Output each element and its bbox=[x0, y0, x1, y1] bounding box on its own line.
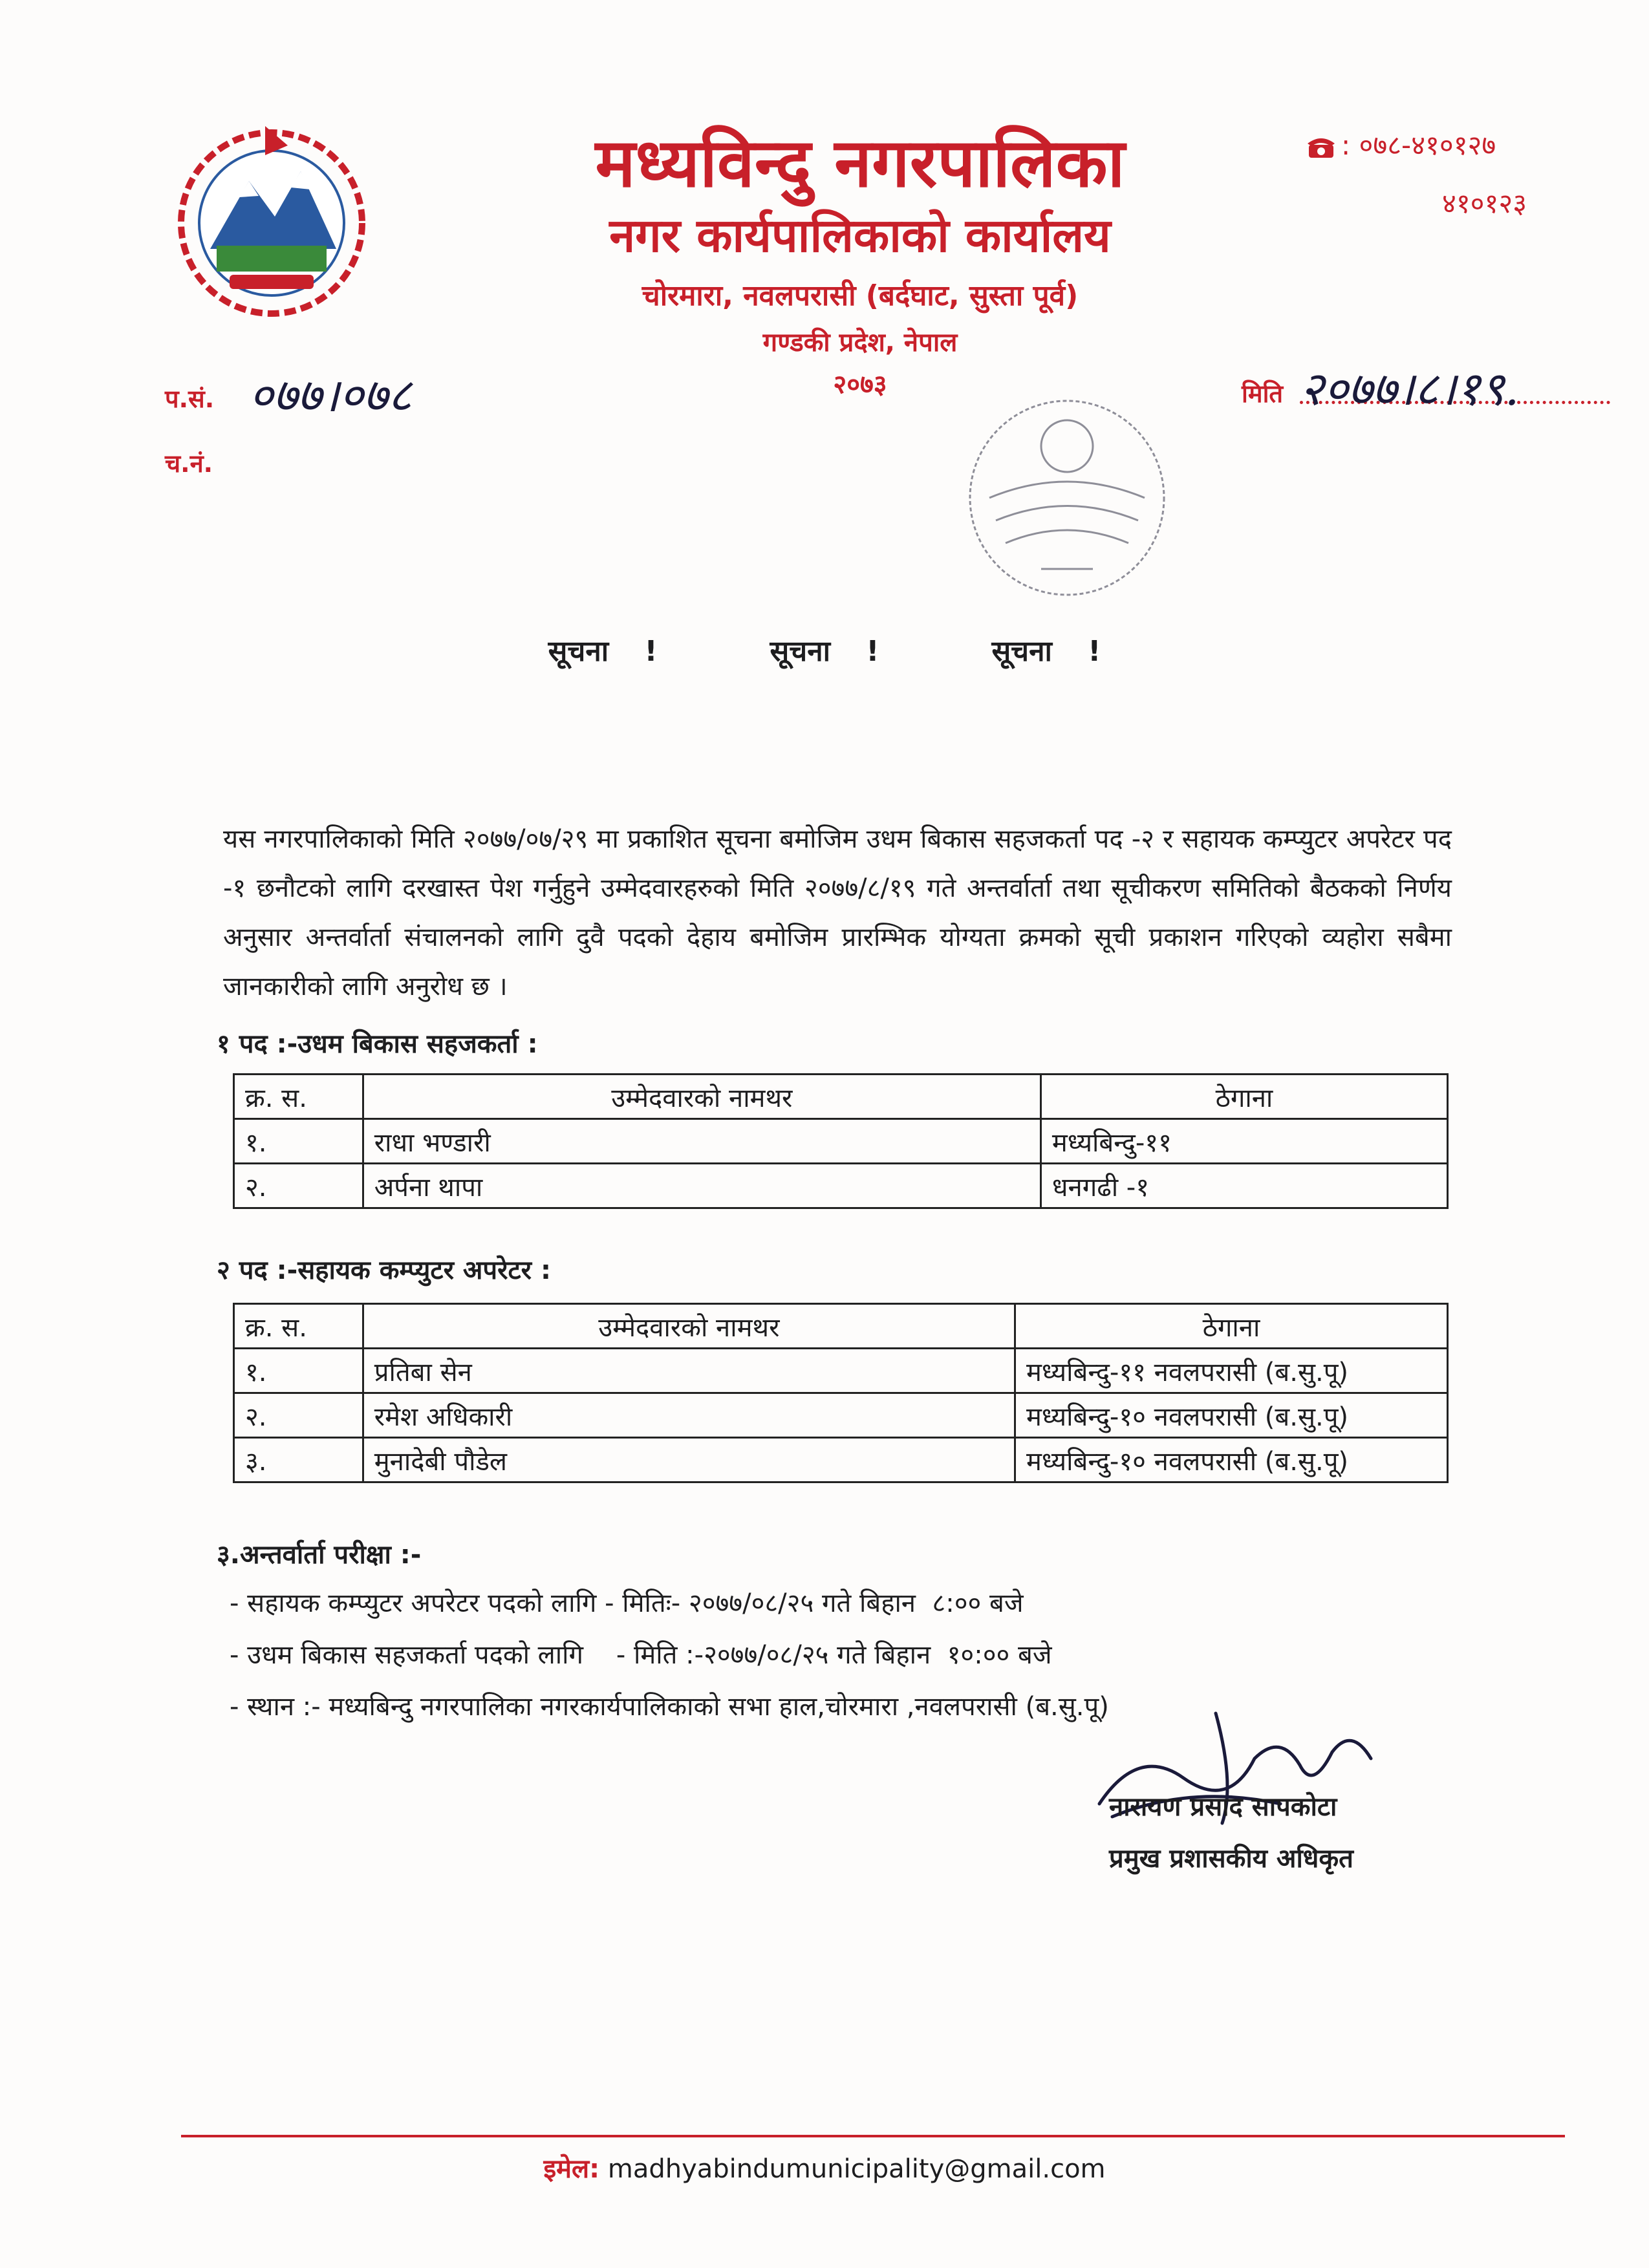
table-row bbox=[234, 1349, 1448, 1393]
table-row bbox=[234, 1393, 1448, 1438]
cell-name: प्रतिबा सेन bbox=[363, 1349, 1015, 1393]
ref-number-label: प.सं. bbox=[165, 385, 215, 413]
section-2-table bbox=[233, 1303, 1449, 1483]
date-label: मिति bbox=[1242, 380, 1284, 408]
ref-number-value: ०७७।०७८ bbox=[249, 368, 412, 422]
notice-word-2: सूचना ! bbox=[770, 635, 879, 668]
table-row bbox=[234, 1164, 1448, 1208]
org-subtitle: नगर कार्यपालिकाको कार्यालय bbox=[609, 208, 1111, 262]
section-1-table bbox=[233, 1073, 1449, 1209]
section-3-title: ३.अन्तर्वार्ता परीक्षा :- bbox=[217, 1540, 422, 1570]
nepal-emblem-icon bbox=[171, 120, 372, 320]
notice-heading bbox=[0, 630, 1649, 669]
cell-address: मध्यबिन्दु-११ bbox=[1040, 1119, 1447, 1164]
col-header-serial: क्र. स. bbox=[234, 1075, 363, 1119]
cell-name: अर्पना थापा bbox=[363, 1164, 1040, 1208]
col-header-name: उम्मेदवारको नामथर bbox=[363, 1075, 1040, 1119]
list-item: - सहायक कम्प्युटर अपरेटर पदको लागि - मितिः- २०७७/०८/२५ गते बिहान ८:०० बजे bbox=[230, 1589, 1024, 1618]
date-value: २०७७।८।१९. bbox=[1300, 361, 1520, 416]
cell-name: रमेश अधिकारी bbox=[363, 1393, 1015, 1438]
exam-details-list bbox=[230, 1578, 1109, 1733]
phone-line-1 bbox=[1306, 126, 1496, 163]
telephone-icon bbox=[1306, 136, 1336, 159]
table-row bbox=[234, 1119, 1448, 1164]
phone-number-1: ०७८-४१०१२७ bbox=[1359, 129, 1496, 161]
phone-number-2: ४१०१२३ bbox=[1442, 187, 1527, 219]
cell-serial: २. bbox=[234, 1393, 363, 1438]
address-line-2: गण्डकी प्रदेश, नेपाल bbox=[762, 328, 958, 358]
signatory-name: नारायण प्रसाद सापकोटा bbox=[1109, 1792, 1337, 1822]
notice-word-3: सूचना ! bbox=[991, 635, 1101, 668]
cell-serial: ३. bbox=[234, 1438, 363, 1482]
cell-address: धनगढी -१ bbox=[1040, 1164, 1447, 1208]
col-header-name: उम्मेदवारको नामथर bbox=[363, 1304, 1015, 1349]
col-header-address: ठेगाना bbox=[1040, 1075, 1447, 1119]
dispatch-number-label: च.नं. bbox=[165, 449, 213, 478]
cell-serial: २. bbox=[234, 1164, 363, 1208]
cell-serial: १. bbox=[234, 1349, 363, 1393]
email-address: madhyabindumunicipality@gmail.com bbox=[607, 2154, 1106, 2184]
section-2-title: २ पद :-सहायक कम्प्युटर अपरेटर : bbox=[217, 1256, 551, 1285]
section-1-title: १ पद :-उधम बिकास सहजकर्ता : bbox=[217, 1029, 538, 1059]
phone-prefix: : bbox=[1341, 129, 1351, 161]
cell-address: मध्यबिन्दु-११ नवलपरासी (ब.सु.पू) bbox=[1015, 1349, 1447, 1393]
table-header-row bbox=[234, 1075, 1448, 1119]
cell-address: मध्यबिन्दु-१० नवलपरासी (ब.सु.पू) bbox=[1015, 1393, 1447, 1438]
org-title: मध्यविन्दु नगरपालिका bbox=[595, 123, 1125, 202]
email-label: इमेल: bbox=[543, 2154, 600, 2184]
cell-name: मुनादेबी पौडेल bbox=[363, 1438, 1015, 1482]
col-header-address: ठेगाना bbox=[1015, 1304, 1447, 1349]
table-row bbox=[234, 1438, 1448, 1482]
cell-name: राधा भण्डारी bbox=[363, 1119, 1040, 1164]
office-stamp-icon bbox=[944, 388, 1190, 608]
footer-divider bbox=[181, 2135, 1565, 2137]
list-item: - उधम बिकास सहजकर्ता पदको लागि - मिति :-२०७७/०८/२५ गते बिहान १०:०० बजे bbox=[230, 1640, 1052, 1670]
address-line-1: चोरमारा, नवलपरासी (बर्दघाट, सुस्ता पूर्व) bbox=[641, 279, 1079, 312]
cell-serial: १. bbox=[234, 1119, 363, 1164]
signatory-designation: प्रमुख प्रशासकीय अधिकृत bbox=[1109, 1844, 1353, 1874]
table-header-row bbox=[234, 1304, 1448, 1349]
col-header-serial: क्र. स. bbox=[234, 1304, 363, 1349]
cell-address: मध्यबिन्दु-१० नवलपरासी (ब.सु.पू) bbox=[1015, 1438, 1447, 1482]
established-year: २०७३ bbox=[833, 370, 887, 400]
notice-word-1: सूचना ! bbox=[548, 635, 658, 668]
footer bbox=[0, 2150, 1649, 2185]
notice-body-paragraph: यस नगरपालिकाको मिति २०७७/०७/२९ मा प्रकाशित सूचना बमोजिम उधम बिकास सहजकर्ता पद -२ र सहायक कम्प्युटर अपरेटर पद -१ छनौटको लागि दरखास्त पेश गर्नुहुने उम्मेदवारहरुको मिति २०७७/८/१९ गते अन्तर्वार्ता तथा सूचीकरण समितिको बैठकको निर्णय अनुसार अन्तर्वार्ता संचालनको लागि दुवै पदको देहाय बमोजिम प्रारम्भिक योग्यता क्रमको सूची प्रकाशन गरिएको व्यहोरा सबैमा जानकारीको लागि अनुरोध छ । bbox=[223, 824, 1452, 1001]
list-item: - स्थान :- मध्यबिन्दु नगरपालिका नगरकार्यपालिकाको सभा हाल,चोरमारा ,नवलपरासी (ब.सु.पू) bbox=[230, 1692, 1109, 1722]
